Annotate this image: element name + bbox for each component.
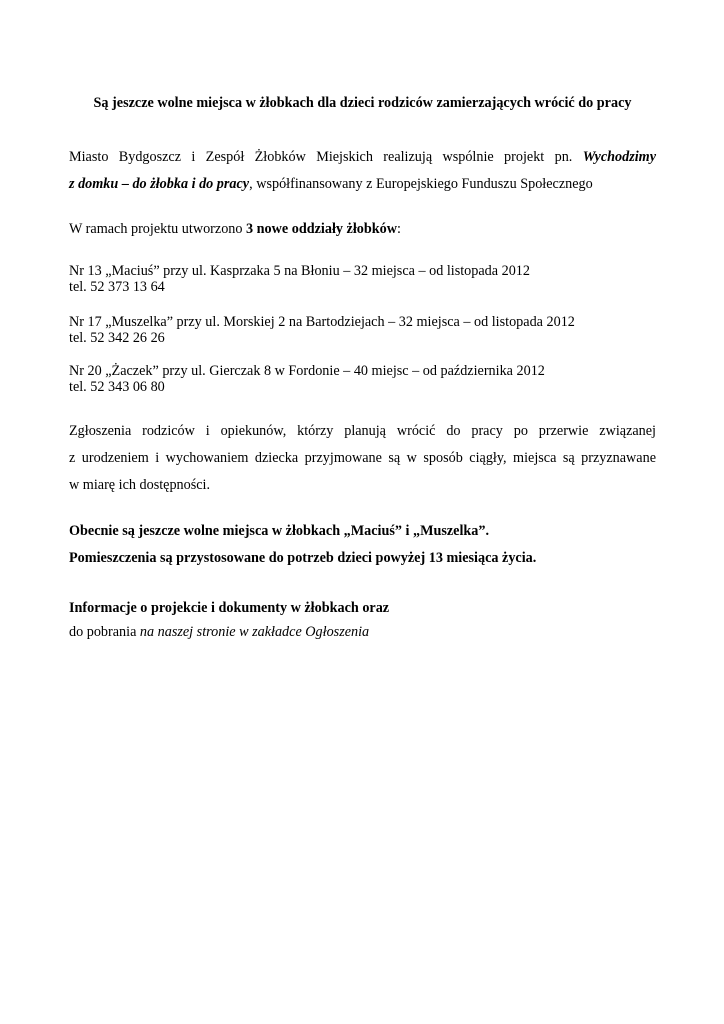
intro-paragraph [69,144,656,198]
new-units-text: W ramach projektu utworzono [69,221,247,237]
info-website-reference: na naszej stronie w zakładce Ogłoszenia [139,624,370,640]
applications-paragraph [69,418,656,499]
applications-line-3: w miarę ich dostępności. [69,477,211,493]
nursery-phone: tel. 52 373 13 64 [69,279,165,295]
funding-text: , współfinansowany z Europejskiego Funduszu Społecznego [249,176,593,192]
info-heading: Informacje o projekcie i dokumenty w żłobkach oraz [69,600,390,616]
document-page [69,0,656,1024]
availability-notice [69,518,656,572]
info-download-text: do pobrania [69,624,140,640]
project-name-part-1: Wychodzimy [582,149,656,165]
nursery-phone: tel. 52 342 26 26 [69,330,165,346]
nursery-phone: tel. 52 343 06 80 [69,379,165,395]
nursery-item [69,363,656,395]
availability-line-2: Pomieszczenia są przystosowane do potrzeb dzieci powyżej 13 miesiąca życia. [69,550,537,566]
nursery-description: Nr 17 „Muszelka” przy ul. Morskiej 2 na Bartodziejach – 32 miejsca – od listopada 2012 [69,314,575,330]
document-title: Są jeszcze wolne miejsca w żłobkach dla dzieci rodziców zamierzających wrócić do pracy [93,95,632,111]
project-name-part-2: z domku – do żłobka i do pracy [69,176,250,192]
new-units-paragraph [69,221,656,237]
nursery-description: Nr 20 „Żaczek” przy ul. Gierczak 8 w Fordonie – 40 miejsc – od października 2012 [69,363,545,379]
nursery-description: Nr 13 „Maciuś” przy ul. Kasprzaka 5 na Błoniu – 32 miejsca – od listopada 2012 [69,263,530,279]
intro-line-1 [69,144,656,171]
applications-line-2: z urodzeniem i wychowaniem dziecka przyjmowane są w sposób ciągły, miejsca są przyznawane [69,450,656,466]
intro-text: Miasto Bydgoszcz i Zespół Żłobków Miejskich realizują wspólnie projekt pn. [69,149,583,165]
info-paragraph [69,596,656,644]
intro-line-2 [69,171,656,198]
availability-line-1: Obecnie są jeszcze wolne miejsca w żłobkach „Maciuś” i „Muszelka”. [69,523,490,539]
nursery-item [69,314,656,346]
new-units-count: 3 nowe oddziały żłobków [246,221,397,237]
info-download-line [69,620,656,644]
new-units-colon: : [397,221,401,237]
applications-line-1: Zgłoszenia rodziców i opiekunów, którzy planują wrócić do pracy po przerwie związanej [69,423,656,439]
nursery-item [69,263,656,295]
